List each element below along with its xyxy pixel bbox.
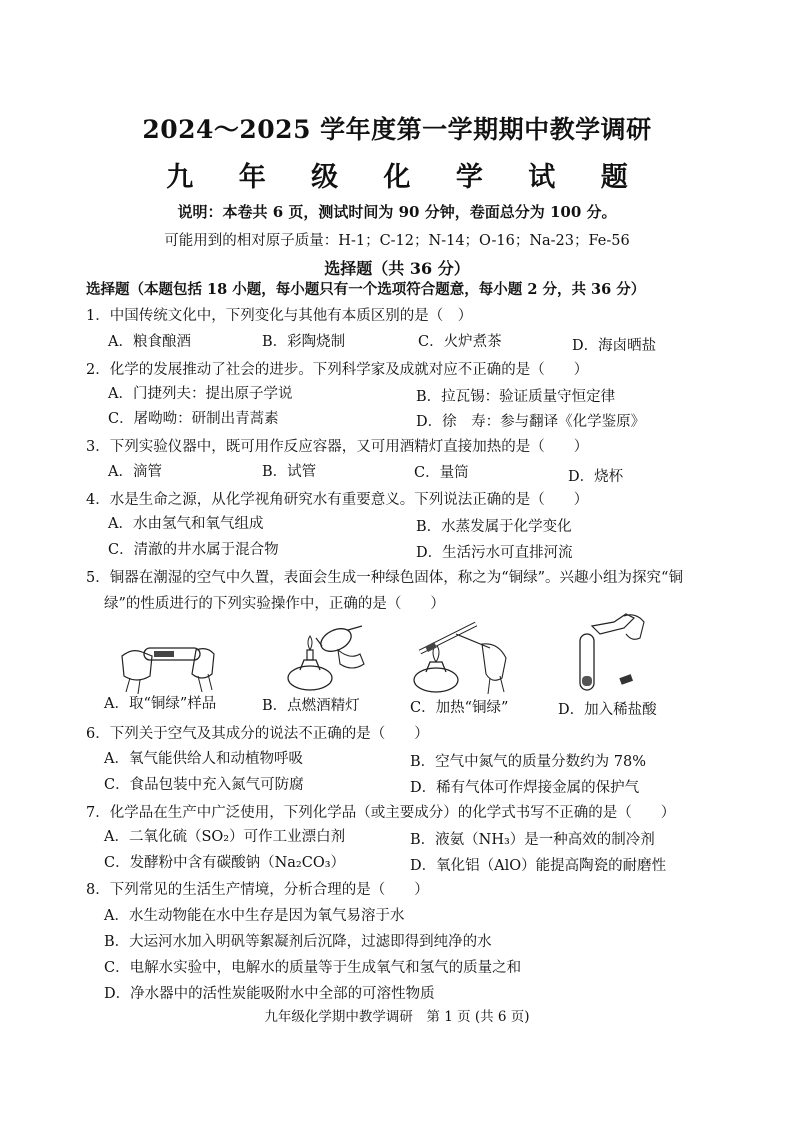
question-7-option-a: A．二氧化硫（SO₂）可作工业漂白剂 (104, 829, 346, 845)
question-4-option-c: C．清澈的井水属于混合物 (108, 542, 279, 558)
question-2-stem: 2．化学的发展推动了社会的进步。下列科学家及成就对应不正确的是（ ） (86, 362, 589, 378)
atomic-masses: 可能用到的相对原子质量：H-1；C-12；N-14；O-16；Na-23；Fe-56 (164, 233, 630, 249)
exam-note: 说明：本卷共 6 页，测试时间为 90 分钟，卷面总分为 100 分。 (177, 203, 617, 221)
question-4-option-a: A．水由氢气和氧气组成 (108, 516, 264, 532)
question-6-option-a: A．氧气能供给人和动植物呼吸 (104, 751, 303, 767)
question-5-option-c: C．加热“铜绿” (410, 700, 509, 716)
section-instruction: 选择题（本题包括 18 小题，每小题只有一个选项符合题意，每小题 2 分，共 36 分） (86, 281, 646, 298)
question-8-option-c: C．电解水实验中，电解水的质量等于生成氧气和氢气的质量之和 (104, 960, 522, 976)
question-4-option-d: D．生活污水可直排河流 (416, 545, 573, 561)
exam-title: 2024～2025 学年度第一学期期中教学调研 (142, 115, 652, 144)
question-5-stem-cont: 绿”的性质进行的下列实验操作中，正确的是（ ） (104, 596, 445, 612)
section-title: 选择题（共 36 分） (324, 259, 470, 278)
question-1-option-a: A．粮食酿酒 (108, 334, 191, 350)
question-3-option-b: B．试管 (262, 464, 317, 480)
question-3-stem: 3．下列实验仪器中，既可用作反应容器，又可用酒精灯直接加热的是（ ） (86, 439, 589, 455)
question-7-option-c: C．发酵粉中含有碳酸钠（Na₂CO₃） (104, 855, 346, 871)
exam-subtitle: 九 年 级 化 学 试 题 (166, 162, 646, 193)
question-4-option-b: B．水蒸发属于化学变化 (416, 519, 572, 535)
question-1-option-d: D．海卤晒盐 (572, 338, 657, 354)
figure-d-acid (570, 612, 650, 697)
question-8-option-b: B．大运河水加入明矾等絮凝剂后沉降，过滤即得到纯净的水 (104, 934, 492, 950)
question-1-stem: 1．中国传统文化中，下列变化与其他有本质区别的是（ ） (86, 308, 473, 324)
question-5-option-a: A．取“铜绿”样品 (104, 696, 217, 712)
question-7-option-d: D．氧化铝（AlO）能提高陶瓷的耐磨性 (410, 858, 667, 874)
question-7-stem: 7．化学品在生产中广泛使用，下列化学品（或主要成分）的化学式书写不正确的是（ ） (86, 805, 676, 821)
question-2-option-d: D．徐 寿：参与翻译《化学鉴原》 (416, 414, 646, 430)
figure-c-heating (406, 618, 516, 698)
question-6-option-b: B．空气中氮气的质量分数约为 78% (410, 754, 646, 770)
question-8-stem: 8．下列常见的生活生产情境，分析合理的是（ ） (86, 882, 429, 898)
question-8-option-d: D．净水器中的活性炭能吸附水中全部的可溶性物质 (104, 986, 435, 1002)
question-2-option-a: A．门捷列夫：提出原子学说 (108, 386, 293, 402)
question-2-option-c: C．屠呦呦：研制出青蒿素 (108, 411, 279, 427)
question-6-stem: 6．下列关于空气及其成分的说法不正确的是（ ） (86, 726, 429, 742)
question-2-option-b: B．拉瓦锡：验证质量守恒定律 (416, 389, 616, 405)
question-8-option-a: A．水生动物能在水中生存是因为氧气易溶于水 (104, 908, 405, 924)
question-5-option-d: D．加入稀盐酸 (558, 702, 657, 718)
question-6-option-c: C．食品包装中充入氮气可防腐 (104, 777, 304, 793)
question-3-option-a: A．滴管 (108, 464, 162, 480)
question-4-stem: 4．水是生命之源，从化学视角研究水有重要意义。下列说法正确的是（ ） (86, 492, 589, 508)
figure-b-lamp (278, 620, 368, 695)
question-6-option-d: D．稀有气体可作焊接金属的保护气 (410, 780, 640, 796)
question-1-option-c: C．火炉煮茶 (418, 334, 502, 350)
question-7-option-b: B．液氨（NH₃）是一种高效的制冷剂 (410, 832, 655, 848)
question-3-option-c: C．量筒 (414, 465, 469, 481)
question-1-option-b: B．彩陶烧制 (262, 334, 346, 350)
question-5-stem: 5．铜器在潮湿的空气中久置，表面会生成一种绿色固体，称之为“铜绿”。兴趣小组为探究“铜 (86, 570, 683, 586)
question-3-option-d: D．烧杯 (568, 469, 624, 485)
figure-a-sampling (112, 626, 222, 696)
question-5-option-b: B．点燃酒精灯 (262, 698, 360, 714)
page-footer: 九年级化学期中教学调研 第 1 页 (共 6 页) (264, 1009, 530, 1025)
